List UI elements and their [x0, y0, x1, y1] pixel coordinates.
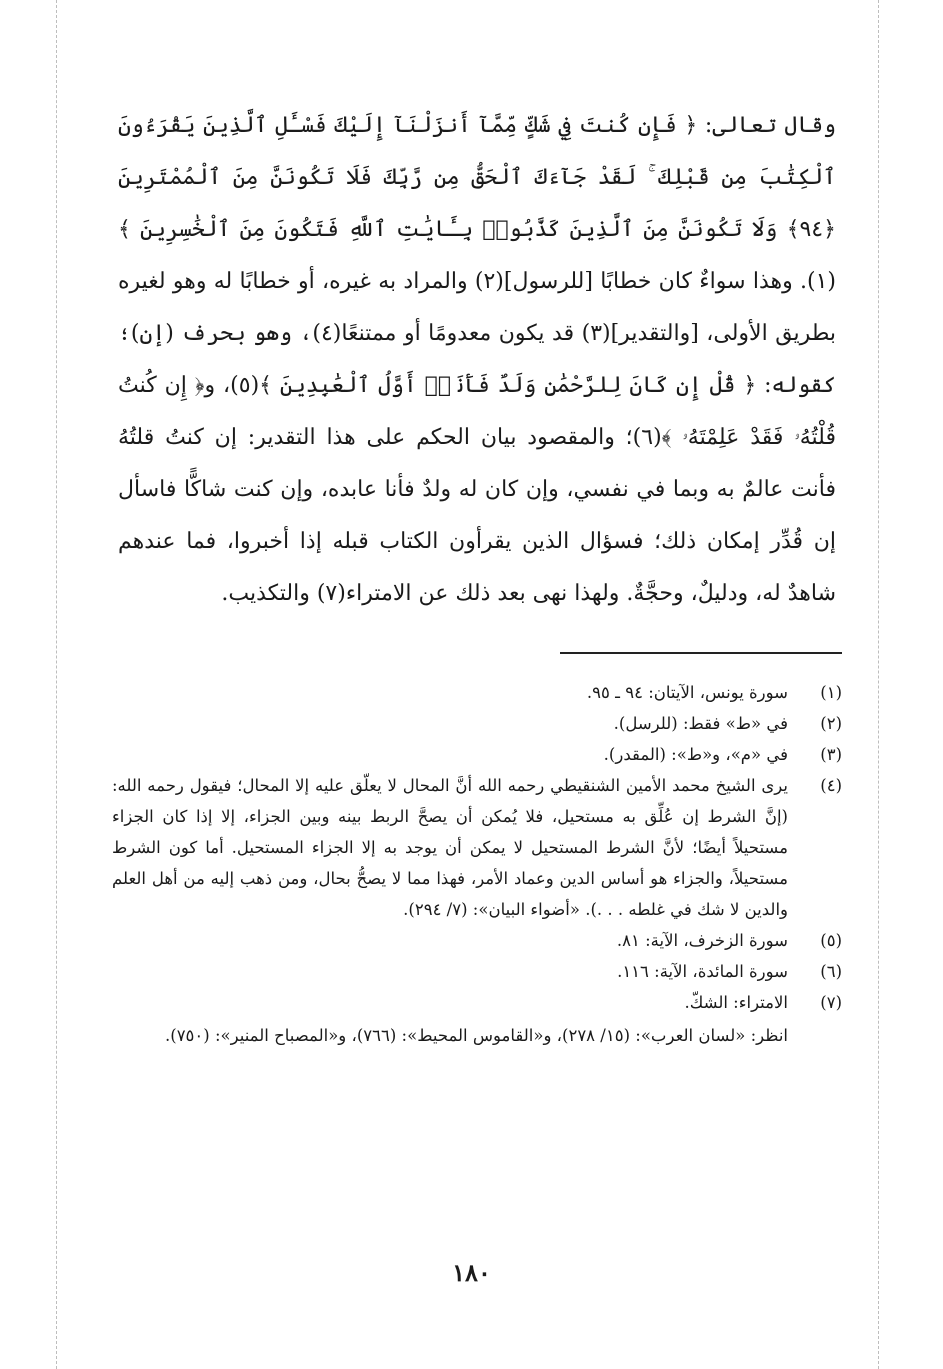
footnote-number: (٣) — [820, 745, 842, 764]
footnote-1 — [112, 677, 842, 708]
footnote-number: (٤) — [820, 776, 842, 795]
footnote-7 — [112, 987, 842, 1018]
footnote-6 — [112, 956, 842, 987]
footnote-number: (٦) — [820, 962, 842, 981]
footnote-separator — [560, 652, 842, 654]
footnote-text: في «م»، و«ط»: (المقدر). — [603, 745, 788, 764]
footnote-text: في «ط» فقط: (للرسل). — [613, 714, 788, 733]
footnote-number: (١) — [820, 683, 842, 702]
footnote-text: سورة يونس، الآيتان: ٩٤ ـ ٩٥. — [586, 683, 788, 702]
footnote-number: (٢) — [820, 714, 842, 733]
footnotes — [112, 677, 842, 1051]
page-number: ١٨٠ — [452, 1258, 491, 1287]
footnote-text: يرى الشيخ محمد الأمين الشنقيطي رحمه الله أنَّ المحال لا يعلّق عليه إلا المحال؛ فيقول رحمه الله: (إنَّ الشرط إن عُلِّق به مستحيل، فلا يُمكن أن يصحَّ الربط بينه وبين الجزاء، إلا إذا كان الجزاء مستحيلاً أيضًا؛ لأنَّ الشرط المستحيل لا يمكن أن يوجد به إلا الجزاء المستحيل. أما كون الشرط مستحيلاً، والجزاء هو أساس الدين وعماد الأمر، فهذا مما لا يصحُّ بحال، ومن ذهب إليه من أهل العلم والدين لا شك في غلطه . . .). «أضواء البيان»: (٧/ ٢٩٤). — [112, 776, 788, 919]
footnote-text: سورة المائدة، الآية: ١١٦. — [617, 962, 788, 981]
footnote-7-continuation: انظر: «لسان العرب»: (١٥/ ٢٧٨)، و«القاموس المحيط»: (٧٦٦)، و«المصباح المنير»: (٧٥٠). — [165, 1026, 788, 1045]
footnote-number: (٥) — [820, 931, 842, 950]
footnote-5 — [112, 925, 842, 956]
main-text — [118, 100, 836, 620]
left-margin-guide — [56, 0, 57, 1369]
footnote-text: الامتراء: الشكّ. — [684, 993, 788, 1012]
footnote-text: سورة الزخرف، الآية: ٨١. — [616, 931, 788, 950]
footnote-3 — [112, 739, 842, 770]
footnote-2 — [112, 708, 842, 739]
main-paragraph: وقال تعالى: ﴿ فَإِن كُنتَ فِي شَكٍّ مِّمَّآ أَنزَلْنَآ إِلَيْكَ فَسْـَٔلِ ٱلَّذِينَ يَقْرَءُونَ ٱلْكِتَٰبَ مِن قَبْلِكَ ۚ لَقَدْ جَآءَكَ ٱلْحَقُّ مِن رَّبِّكَ فَلَا تَكُونَنَّ مِنَ ٱلْمُمْتَرِينَ ﴿٩٤﴾ وَلَا تَكُونَنَّ مِنَ ٱلَّذِينَ كَذَّبُوا۟ بِـَٔايَٰتِ ٱللَّهِ فَتَكُونَ مِنَ ٱلْخَٰسِرِينَ ﴾(١). وهذا سواءٌ كان خطابًا [للرسول](٢) والمراد به غيره، أو خطابًا له وهو لغيره بطريق الأولى، [والتقدير](٣) قد يكون معدومًا أو ممتنعًا(٤)، وهو بحرف (إن)؛ كقوله: ﴿ قُلْ إِن كَانَ لِلرَّحْمَٰنِ وَلَدٌ فَأَنَا۠ أَوَّلُ ٱلْعَٰبِدِينَ ﴾(٥)، و﴿ إِن كُنتُ قُلْتُهُۥ فَقَدْ عَلِمْتَهُۥ ﴾(٦)؛ والمقصود بيان الحكم على هذا التقدير: إن كنتُ قلتُهُ فأنت عالمٌ به وبما في نفسي، وإن كان له ولدٌ فأنا عابده، وإن كنت شاكًّا فاسأل إن قُدِّر إمكان ذلك؛ فسؤال الذين يقرأون الكتاب قبله إذا أخبروا، فما عندهم شاهدٌ له، ودليلٌ، وحجَّةٌ. ولهذا نهى بعد ذلك عن الامتراء(٧) والتكذيب. — [118, 113, 836, 606]
footnote-4 — [112, 770, 842, 925]
right-margin-guide — [878, 0, 879, 1369]
footnote-number: (٧) — [820, 993, 842, 1012]
